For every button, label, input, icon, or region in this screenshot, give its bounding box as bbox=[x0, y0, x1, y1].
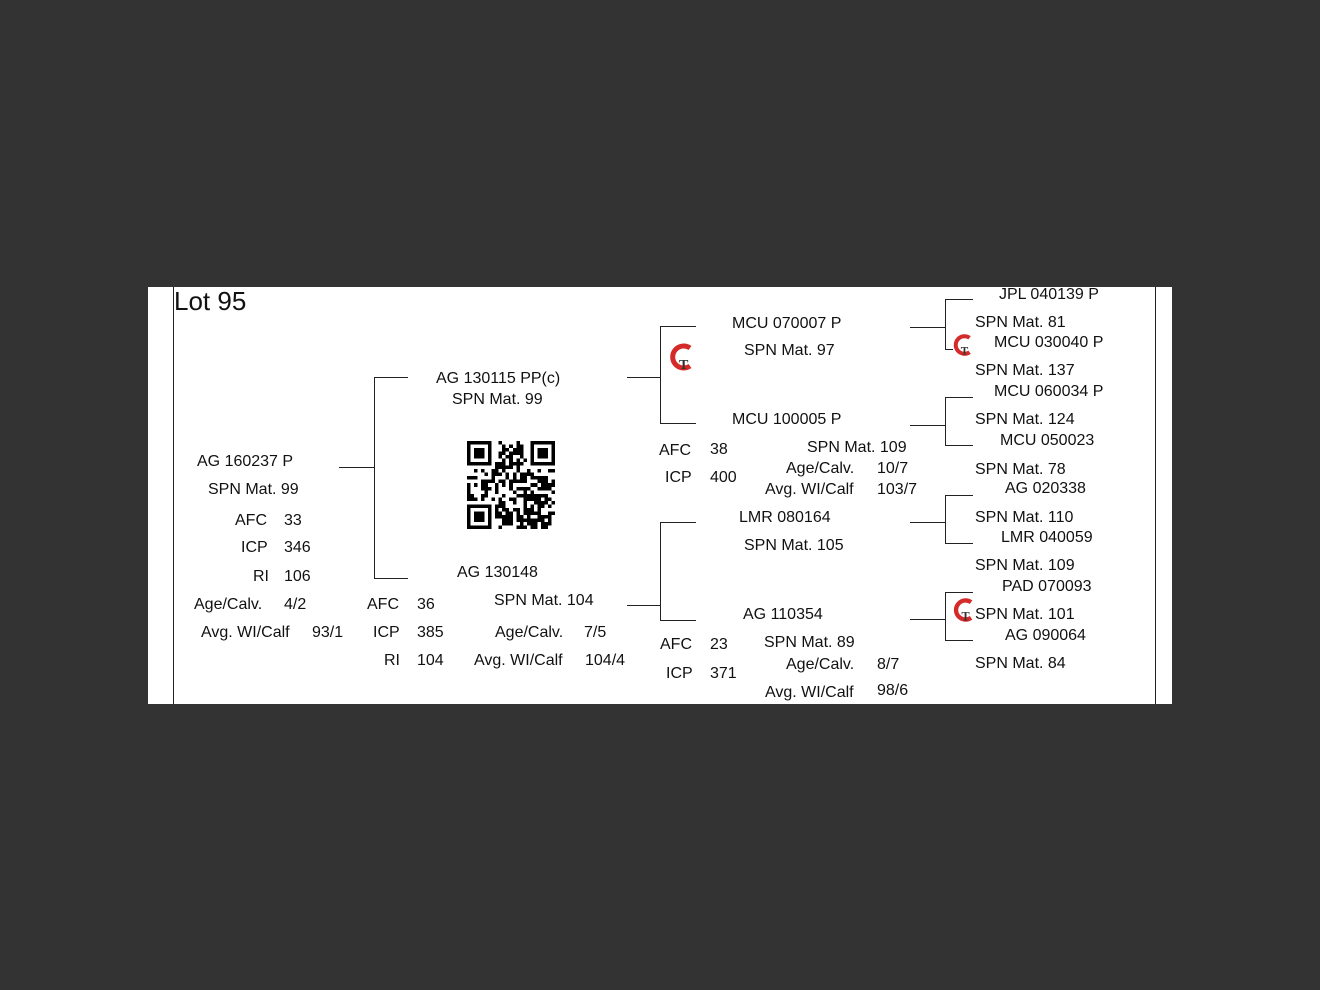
sire-dam-afc: 38 bbox=[710, 441, 728, 458]
dam-dam-agecalv: 8/7 bbox=[877, 656, 900, 673]
dam-dam-icp-label: ICP bbox=[666, 665, 693, 682]
sire-dam-afc-label: AFC bbox=[659, 442, 691, 459]
dam-afc: 36 bbox=[417, 596, 435, 613]
gen3-bracket-1 bbox=[945, 299, 946, 349]
sire-dam-icp: 400 bbox=[710, 469, 737, 486]
dam-dam-avgwi: 98/6 bbox=[877, 682, 909, 699]
gen3-bracket-4-bottom bbox=[945, 640, 973, 641]
dam-icp: 385 bbox=[417, 624, 444, 641]
dam-ri: 104 bbox=[417, 652, 444, 669]
subject-afc: 33 bbox=[284, 512, 302, 529]
gen3-bracket-2-top bbox=[945, 397, 973, 398]
subject-id: AG 160237 P bbox=[197, 453, 294, 470]
gen1-bracket-bottom bbox=[374, 578, 408, 579]
gen3-id-6: LMR 040059 bbox=[1001, 529, 1093, 546]
gen3-id-3: MCU 060034 P bbox=[994, 383, 1104, 400]
gen3-connector-1 bbox=[910, 327, 945, 328]
dam-connector bbox=[627, 605, 660, 606]
gen3-bracket-2 bbox=[945, 397, 946, 445]
sire-bracket bbox=[660, 326, 661, 423]
gen3-id-1: JPL 040139 P bbox=[999, 287, 1099, 303]
lot-title: Lot 95 bbox=[174, 287, 247, 316]
svg-text:T: T bbox=[961, 609, 970, 623]
sire-connector bbox=[627, 377, 660, 378]
dam-dam-icp: 371 bbox=[710, 665, 737, 682]
gen3-bracket-4-top bbox=[945, 592, 973, 593]
gen3-connector-3 bbox=[910, 522, 945, 523]
gen3-connector-2 bbox=[910, 425, 945, 426]
subject-ri: 106 bbox=[284, 568, 311, 585]
dam-dam-avgwi-label: Avg. WI/Calf bbox=[765, 684, 854, 701]
sire-id: AG 130115 PP(c) bbox=[436, 370, 561, 387]
gen3-spn-1: SPN Mat. 81 bbox=[975, 314, 1066, 331]
gen3-spn-6: SPN Mat. 109 bbox=[975, 557, 1075, 574]
gen3-id-8: AG 090064 bbox=[1005, 627, 1086, 644]
gen3-spn-5: SPN Mat. 110 bbox=[975, 509, 1074, 526]
gen3-bracket-3 bbox=[945, 495, 946, 543]
gen3-spn-3: SPN Mat. 124 bbox=[975, 411, 1075, 428]
sire-dam-agecalv-label: Age/Calv. bbox=[786, 460, 855, 477]
sire-bracket-top bbox=[660, 326, 696, 327]
gen3-spn-8: SPN Mat. 84 bbox=[975, 655, 1066, 672]
gen3-id-4: MCU 050023 bbox=[1000, 432, 1095, 449]
svg-text:T: T bbox=[679, 358, 689, 372]
subject-ri-label: RI bbox=[253, 568, 269, 585]
gen3-spn-7: SPN Mat. 101 bbox=[975, 606, 1075, 623]
gen3-spn-4: SPN Mat. 78 bbox=[975, 461, 1066, 478]
sire-sire-id: MCU 070007 P bbox=[732, 315, 842, 332]
sire-dam-avgwi: 103/7 bbox=[877, 481, 918, 498]
left-border bbox=[173, 287, 174, 704]
dam-id: AG 130148 bbox=[457, 564, 538, 581]
dam-agecalv: 7/5 bbox=[584, 624, 607, 641]
gen3-bracket-1-top bbox=[945, 299, 973, 300]
dam-dam-afc-label: AFC bbox=[660, 636, 692, 653]
sire-spn: SPN Mat. 99 bbox=[452, 391, 543, 408]
gen3-id-5: AG 020338 bbox=[1005, 480, 1086, 497]
gen3-id-2: MCU 030040 P bbox=[994, 334, 1104, 351]
gen3-spn-2: SPN Mat. 137 bbox=[975, 362, 1075, 379]
gen3-bracket-2-bottom bbox=[945, 445, 973, 446]
gen1-bracket-top bbox=[374, 377, 408, 378]
dam-dam-spn: SPN Mat. 89 bbox=[764, 634, 855, 651]
gen3-bracket-3-top bbox=[945, 495, 973, 496]
sire-dam-avgwi-label: Avg. WI/Calf bbox=[765, 481, 854, 498]
subject-agecalv-label: Age/Calv. bbox=[194, 596, 263, 613]
dam-bracket bbox=[660, 522, 661, 620]
sire-bracket-bottom bbox=[660, 423, 696, 424]
dam-bracket-top bbox=[660, 522, 696, 523]
sire-sire-spn: SPN Mat. 97 bbox=[744, 342, 835, 359]
sire-dam-agecalv: 10/7 bbox=[877, 460, 909, 477]
gen3-bracket-1-bottom bbox=[945, 349, 953, 350]
dam-avgwi: 104/4 bbox=[585, 652, 626, 669]
dam-dam-id: AG 110354 bbox=[743, 606, 823, 623]
dam-sire-spn: SPN Mat. 105 bbox=[744, 537, 844, 554]
subject-icp: 346 bbox=[284, 539, 311, 556]
subject-connector bbox=[339, 467, 374, 468]
dam-sire-id: LMR 080164 bbox=[739, 509, 831, 526]
subject-icp-label: ICP bbox=[241, 539, 268, 556]
sire-dam-icp-label: ICP bbox=[665, 469, 692, 486]
dam-icp-label: ICP bbox=[373, 624, 400, 641]
gt-logo-icon bbox=[952, 333, 976, 357]
gen3-bracket-3-bottom bbox=[945, 543, 973, 544]
gen3-bracket-4 bbox=[945, 592, 946, 640]
subject-agecalv: 4/2 bbox=[284, 596, 307, 613]
gt-logo-icon bbox=[668, 342, 698, 372]
right-border bbox=[1155, 287, 1156, 704]
subject-avgwi-label: Avg. WI/Calf bbox=[201, 624, 290, 641]
svg-text:T: T bbox=[960, 345, 969, 357]
subject-spn: SPN Mat. 99 bbox=[208, 481, 299, 498]
pedigree-card bbox=[148, 287, 1172, 704]
dam-bracket-bottom bbox=[660, 620, 696, 621]
subject-afc-label: AFC bbox=[235, 512, 267, 529]
subject-avgwi: 93/1 bbox=[312, 624, 344, 641]
dam-dam-agecalv-label: Age/Calv. bbox=[786, 656, 855, 673]
sire-dam-spn: SPN Mat. 109 bbox=[807, 439, 907, 456]
gen3-connector-4 bbox=[910, 619, 945, 620]
dam-avgwi-label: Avg. WI/Calf bbox=[474, 652, 563, 669]
dam-ri-label: RI bbox=[384, 652, 400, 669]
dam-afc-label: AFC bbox=[367, 596, 399, 613]
dam-dam-afc: 23 bbox=[710, 636, 728, 653]
gen3-id-7: PAD 070093 bbox=[1002, 578, 1092, 595]
dam-spn: SPN Mat. 104 bbox=[494, 592, 594, 609]
gen1-bracket bbox=[374, 377, 375, 578]
qr-code-icon bbox=[467, 441, 555, 529]
dam-agecalv-label: Age/Calv. bbox=[495, 624, 564, 641]
sire-dam-id: MCU 100005 P bbox=[732, 411, 842, 428]
